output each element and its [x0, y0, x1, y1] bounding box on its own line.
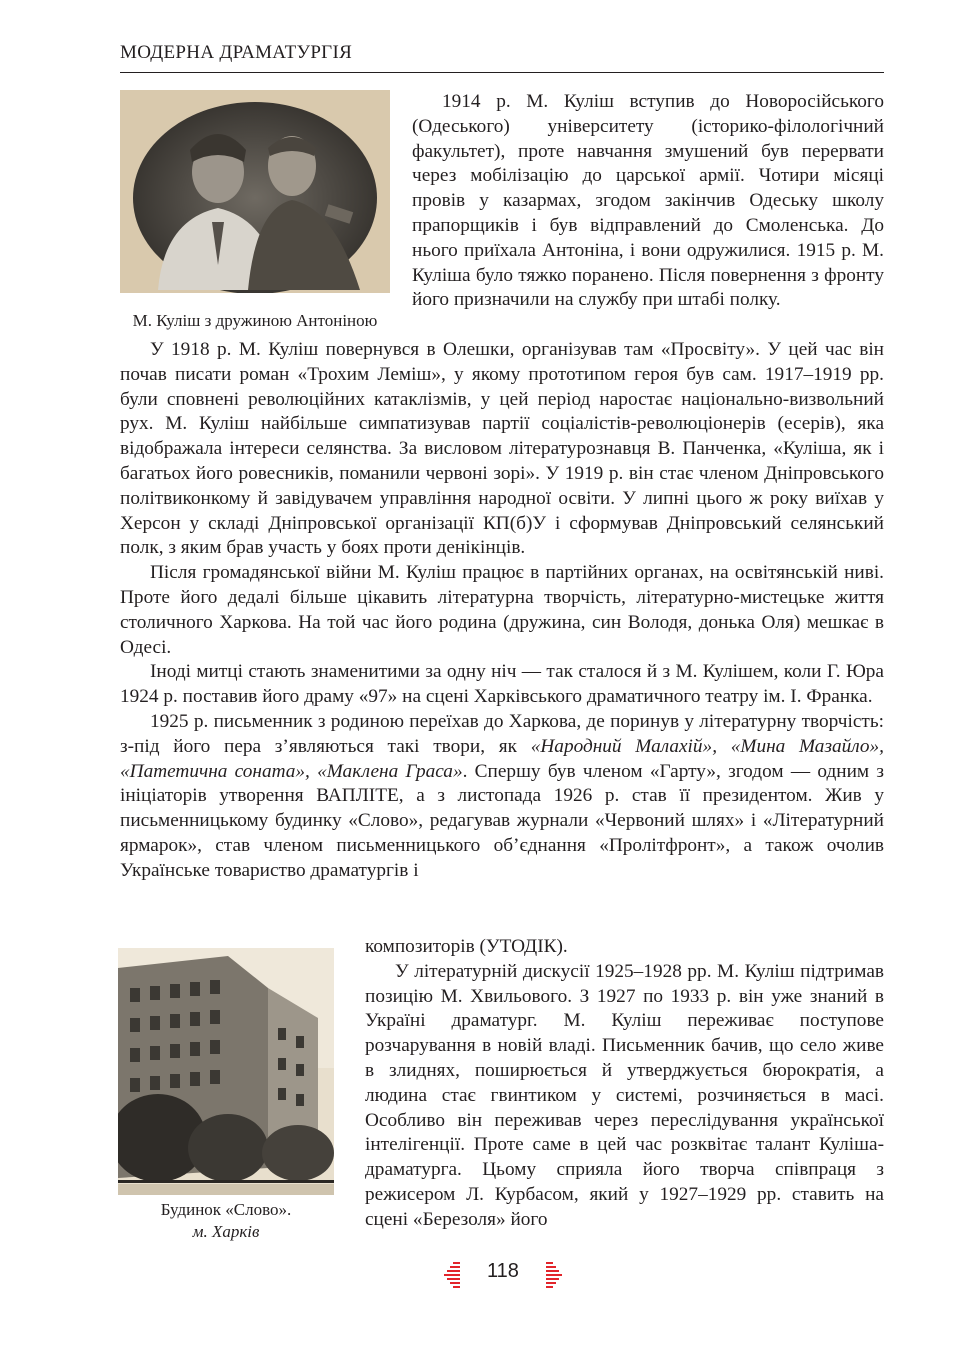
paragraph-6: У літературній дискусії 1925–1928 рр. М. Куліш підтримав позицію М. Хвильового. З 1927 по 1933 р. він уже знаний в Україні драматург. М. Куліш переживає поступове розчарування в новій владі. Письменник бачив, що село живе в злиднях, поширюється й утверджується бюрократія, а людина стає гвинтиком у системі, розчиняється в масі. Особливо він переживав через переслідування української інтелігенції. Проте саме в цей час розквітає талант Куліша-драматурга. Цьому сприяла його творча співпраця з режисером Л. Курбасом, який у 1927–1929 рр. ставить на сцені «Березоля» його	[365, 960, 884, 1230]
body-column-bottom	[365, 935, 884, 1233]
portrait-photo	[120, 90, 390, 293]
paragraph-5-end: . Спершу був членом «Гарту», згодом — одним з ініціаторів утворення ВАПЛІТЕ, а з листопада 1926 р. став її президентом. Жив у письменницькому будинку «Слово», редагував журнали «Червоний шлях» і «Літературний ярмарок», став членом письменницького об’єднання «Пролітфронт», а також очолив Українське товариство драматургів і	[120, 760, 884, 881]
paragraph-5-tail: композиторів (УТОДІК).	[365, 936, 568, 957]
paragraph-5	[120, 710, 884, 884]
portrait-photo-graphic	[120, 90, 390, 293]
portrait-caption: М. Куліш з дружиною Антоніною	[132, 311, 378, 330]
paragraph-1: 1914 р. М. Куліш вступив до Новоросійського (Одеського) університету (історико-філологічний факультет), проте навчання змушений був перервати через мобілізацію до царської армії. Чотири місяці провів у казармах, згодом закінчив Одеську школу прапорщиків і був відправлений до Смоленська. До нього приїхала Антоніна, і вони одружилися. 1915 р. М. Куліша було тяжко поранено. Після повернення з фронту його призначили на службу при штабі полку.	[412, 91, 884, 311]
ornament-right-icon	[546, 1262, 562, 1288]
building-caption-place: м. Харків	[192, 1222, 260, 1241]
ornament-left-icon	[444, 1262, 460, 1288]
paragraph-3: Після громадянської війни М. Куліш працює в партійних органах, на освітянській ниві. Проте його дедалі більше цікавить літературна творчість, літературно-мистецьке життя столичного Харкова. На той час його родина (дружина, син Володя, донька Оля) мешкає в Одесі.	[120, 562, 884, 658]
building-caption-title: Будинок «Слово».	[160, 1200, 292, 1219]
page-number: 118	[487, 1260, 519, 1282]
paragraph-5-works: «Народний Малахій», «Мина Мазайло», «Патетична соната», «Маклена Граса»	[120, 735, 884, 782]
paragraph-5-start: 1925 р. письменник з родиною переїхав до Харкова, де поринув у літературну творчість: з-під його пера з’являються такі твори, як	[120, 710, 884, 757]
building-caption	[118, 1199, 334, 1243]
running-header: МОДЕРНА ДРАМАТУРГІЯ	[120, 42, 353, 63]
header-rule	[120, 72, 884, 73]
paragraph-4: Іноді митці стають знаменитими за одну ніч — так сталося й з М. Кулішем, коли Г. Юра 1924 р. поставив його драму «97» на сцені Харківського драматичного театру ім. І. Франка.	[120, 661, 884, 708]
paragraph-2: У 1918 р. М. Куліш повернувся в Олешки, організував там «Просвіту». У цей час він почав писати роман «Трохим Леміш», у якому прототипом героя був сам. 1917–1919 рр. були сповнені революційних катаклізмів, у цей період наростає національно-визвольний рух. М. Куліш найбільше симпатизував партії соціалістів-революціонерів (есерів), яка відображала інтереси селянства. За висловом літературознавця В. Панченка, «Куліша, як і багатьох його ровесників, поманили червоні зорі». У 1919 р. він стає членом Дніпровського політвиконкому й завідувачем управління народної освіти. У липні цього ж року виїхав у Херсон у складі Дніпровської організації КП(б)У і сформував Дніпровський селянський полк, з яким брав участь у боях проти денікінців.	[120, 339, 884, 559]
body-column-top	[412, 90, 884, 313]
body-column-full	[120, 338, 884, 884]
building-photo-graphic	[118, 948, 334, 1195]
building-photo	[118, 948, 334, 1195]
